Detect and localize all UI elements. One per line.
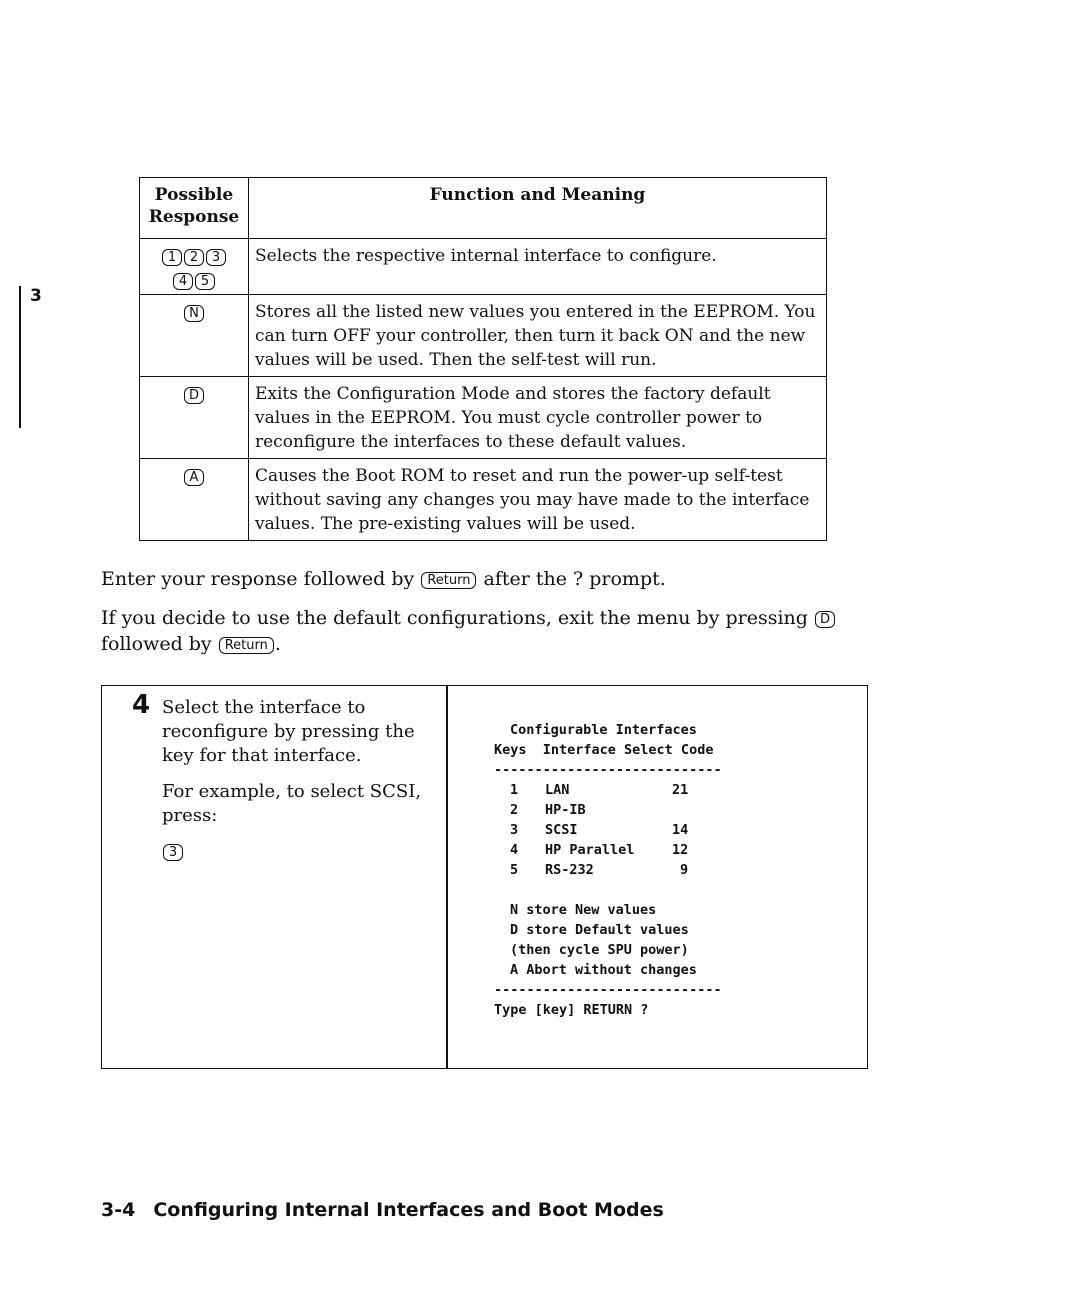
interface-name: LAN (545, 782, 570, 798)
paragraph-default-config: If you decide to use the default configurations, exit the menu by pressing D followed by Return . (101, 605, 861, 657)
row-keys (140, 295, 249, 377)
return-key-icon: Return (219, 637, 274, 654)
interface-code: 21 (672, 782, 689, 798)
key-5-icon: 5 (195, 273, 215, 290)
chapter-tab-number: 3 (30, 286, 42, 306)
interface-key: 3 (510, 822, 519, 838)
interface-key: 1 (510, 782, 519, 798)
return-key-icon: Return (421, 572, 476, 589)
interface-name: HP Parallel (545, 842, 635, 858)
key-2-icon: 2 (184, 249, 204, 266)
chapter-tab-bar (19, 286, 21, 428)
key-1-icon: 1 (162, 249, 182, 266)
key-4-icon: 4 (173, 273, 193, 290)
table-row (140, 459, 827, 541)
screen-header: Keys Interface Select Code (494, 742, 714, 758)
interface-key: 2 (510, 802, 519, 818)
key-a-icon: A (184, 469, 204, 486)
page-footer (101, 1199, 664, 1221)
table-row (140, 239, 827, 295)
key-n-icon: N (184, 305, 204, 322)
interface-key: 4 (510, 842, 519, 858)
interface-code: 14 (672, 822, 689, 838)
step-divider (446, 685, 448, 1069)
interface-code: 9 (680, 862, 689, 878)
interface-name: HP-IB (545, 802, 586, 818)
option-store-new: N store New values (510, 902, 657, 918)
table-row (140, 377, 827, 459)
row-description: Selects the respective internal interface to configure. (249, 239, 827, 295)
key-d-icon: D (184, 387, 204, 404)
header-function-meaning: Function and Meaning (249, 178, 827, 239)
interface-key: 5 (510, 862, 519, 878)
table-header-row (140, 178, 827, 239)
step-text-example: For example, to select SCSI, press: (162, 781, 422, 826)
row-keys (140, 459, 249, 541)
row-keys (140, 377, 249, 459)
screen-prompt: Type [key] RETURN ? (494, 1002, 649, 1018)
d-key-icon: D (815, 611, 835, 628)
option-abort: A Abort without changes (510, 962, 697, 978)
step-text-select: Select the interface to reconfigure by pressing the key for that interface. (162, 697, 415, 766)
page-number: 3-4 (101, 1199, 136, 1221)
possible-response-table (139, 177, 827, 541)
header-possible-response: Possible Response (140, 178, 249, 239)
row-description: Exits the Configuration Mode and stores the factory default values in the EEPROM. You must cycle controller power to reconfigure the interfaces to these default values. (249, 377, 827, 459)
option-cycle-power: (then cycle SPU power) (510, 942, 689, 958)
paragraph-enter-response: Enter your response followed by Return after the ? prompt. (101, 568, 666, 590)
row-description: Stores all the listed new values you entered in the EEPROM. You can turn OFF your controller, then turn it back ON and the new values will be used. Then the self-test will run. (249, 295, 827, 377)
section-title: Configuring Internal Interfaces and Boot Modes (153, 1199, 664, 1221)
table-row (140, 295, 827, 377)
key-3-icon: 3 (206, 249, 226, 266)
option-store-default: D store Default values (510, 922, 689, 938)
step-instructions (162, 696, 442, 864)
interface-name: SCSI (545, 822, 578, 838)
row-keys (140, 239, 249, 295)
screen-separator: ---------------------------- (494, 762, 722, 778)
screen-separator-bottom: ---------------------------- (494, 982, 722, 998)
interface-name: RS-232 (545, 862, 594, 878)
step-number: 4 (132, 690, 151, 720)
screen-title: Configurable Interfaces (510, 722, 697, 738)
row-description: Causes the Boot ROM to reset and run the power-up self-test without saving any changes you may have made to the interface values. The pre-existing values will be used. (249, 459, 827, 541)
interface-code: 12 (672, 842, 689, 858)
key-3-icon: 3 (163, 844, 183, 861)
